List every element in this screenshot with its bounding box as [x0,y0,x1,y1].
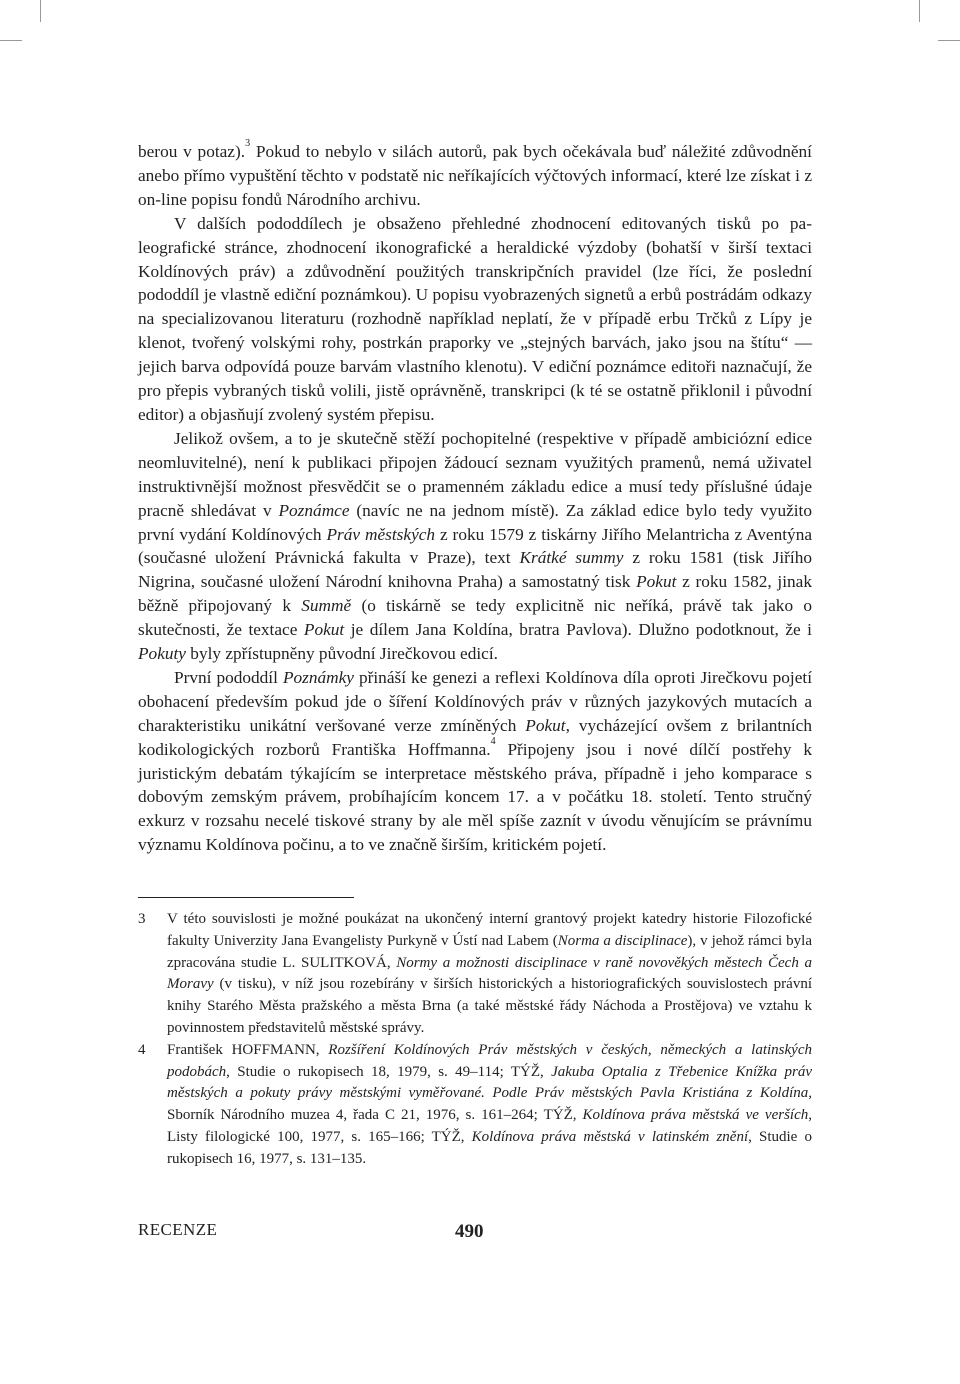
italic-title: Norma a disciplinace [557,932,688,949]
italic-title: Summě [301,596,352,616]
text-run: František HOFFMANN, [167,1041,329,1058]
text-run: (o tiskárně se tedy explicitně nic neříká, právě tak jako o skutečnosti, že textace [138,596,812,640]
paragraph-3 [138,427,812,666]
italic-title: Pokut [303,620,345,640]
text-run: První pododdíl [174,667,283,687]
running-footer-section: RECENZE [138,1220,218,1239]
italic-title: Pokut [636,572,677,592]
footnotes [138,909,812,1171]
footnote-number: 4 [138,1041,146,1058]
text-run: berou v potaz). [138,142,246,161]
text-run: V této souvislosti je možné poukázat na ukončený interní grantový projekt katedry historie Filozofické fakulty Univerzity Jana Evangelisty Purkyně v Ústí nad Labem ( [167,911,812,949]
italic-title: Rozšíření Koldínových Práv městských v českých, německých a latinských podobách [167,1041,812,1080]
paragraph-4 [138,666,812,857]
italic-title: Pokut [525,715,566,735]
text-run: z roku 1582, jinak běžně připojovaný k [138,572,812,616]
page-number: 490 [455,1221,484,1242]
crop-mark-top-right [919,0,920,22]
text-run: je dílem Jana Koldína, bratra Pavlova). Dlužno podotknout, že i [344,620,812,640]
text-run: V dalších pododdílech je obsaženo přehledné zhodnocení editovaných tisků po paleografické stránce, zhodnocení ikonografické a heraldické výzdoby (bohatší v širší textaci Koldínových práv) a zdůvodnění použitých transkripčních pravidel (lze říci, že poslední pododdíl je vlastně ediční poznámkou). U popisu vyobrazených signetů a erbů postrádám odkazy na specializovanou literaturu (rozhodně například neplatí, že v případě erbu Trčků z Lípy je klenot, tvořený volskými rohy, postrkán praporky ve „stejných barvách, jako jsou na štítu“ — jejich barva odpovídá pouze barvám vlastního klenotu). V ediční poznámce editoři naznačují, že pro přepis vybraných tisků volili, jistě oprávněně, transkripci (k té se ostatně přiklonil i původní editor) a objasňují zvolený systém přepisu. [138,213,812,424]
text-run: , Studie o rukopisech 18, 1979, s. 49–114; TÝŽ, [226,1063,552,1080]
text-run: Pokud to nebylo v silách autorů, pak bych očekávala buď náležité zdůvodnění anebo přímo vypuštění těchto v podstatě nic neříkajících výčtových informací, které lze získat i z on-line popisu fondů Národního archivu. [138,142,812,209]
italic-title: Krátké summy [519,548,624,568]
text-run: z roku 1581 (tisk Jiřího Nigrina, současné uložení Národní knihovna Praha) a samostatný tisk [138,548,812,592]
italic-title: Pokuty [138,644,186,664]
crop-mark-top-left-horizontal [0,40,22,41]
footnote-4 [138,1040,812,1171]
paragraph-1 [138,140,812,212]
text-run: ), v jehož rámci byla zpracována studie L. SULITKOVÁ, [167,932,813,971]
text-run: byly zpřístupněny původní Jirečkovou edicí. [185,644,498,664]
text-run: , Listy filologické 100, 1977, s. 165–166; TÝŽ, [167,1107,812,1145]
italic-title: Poznámce [278,500,350,520]
footnote-ref-3[interactable]: 3 [245,138,251,149]
crop-mark-top-left [40,0,41,22]
footnote-ref-4[interactable]: 4 [490,735,496,747]
text-run: Připojeny jsou i nové dílčí postřehy k juristickým debatám týkajícím se interpretace městského práva, případně i jeho komparace s dobovým zemským právem, probíhajícím koncem 17. a v počátku 18. století. Tento stručný exkurz v rozsahu necelé tiskové strany by ale měl spíše zaznít v úvodu věnujícím se právnímu významu Koldínova počinu, a to ve značně širším, kritickém pojetí. [138,739,813,855]
italic-title: Koldínova práva městská ve verších [582,1107,809,1124]
italic-title: Jakuba Optalia z Třebenice Knížka práv městských a pokuty právy městskými vyměřované. Podle Práv městských Pavla Kristiána z Koldína [167,1063,812,1102]
footnote-number: 3 [138,911,146,927]
paragraph-2 [138,212,812,427]
text-run: Jelikož ovšem, a to je skutečně stěží pochopitelné (respektive v případě ambiciózní edice neomluvitelné), není k publikaci připojen žádoucí seznam využitých pramenů, nemá uživatel instruktivnější možnost přesvědčit se o pramenném základu edice a musí tedy příslušné údaje pracně shledávat v [138,428,812,520]
text-run: (navíc ne na jednom místě). Za základ edice bylo tedy využito první vydání Koldínových [138,500,812,544]
text-run: z roku 1579 z tiskárny Jiřího Melantricha z Aventýna (současné uložení Právnická fakulta v Praze), text [138,524,813,568]
text-run: přináší ke genezi a reflexi Koldínova díla oproti Jirečkovu pojetí obohacení především pokud jde o šíření Koldínových práv v různých jazykových mutacích a charakteristiku unikátní veršované verze zmíněných [138,667,813,735]
footnote-3 [138,909,812,1040]
italic-title: Poznámky [282,667,354,687]
italic-title: Koldínova práva městská v latinském znění [471,1128,749,1145]
text-run: , Studie o rukopisech 16, 1977, s. 131–135. [167,1128,812,1167]
text-run: , Sborník Národního muzea 4, řada C 21, 1976, s. 161–264; TÝŽ, [167,1085,812,1124]
main-text [138,140,812,857]
text-run: (v tisku), v níž jsou rozebírány v širších historických a historiografických souvislostech právní knihy Starého Města pražského a města Brna (a také městské řády Náchoda a Prostějova) ve vztahu k povinnostem představitelů městské správy. [167,976,812,1036]
italic-title: Práv městských [326,524,436,544]
crop-mark-top-right-horizontal [938,40,960,41]
footnote-separator [138,897,354,898]
italic-title: Normy a možnosti disciplinace v raně novověkých městech Čech a Moravy [167,954,812,993]
text-run: , vycházející ovšem z brilantních kodikologických rozborů Františka Hoffmanna. [138,715,812,759]
